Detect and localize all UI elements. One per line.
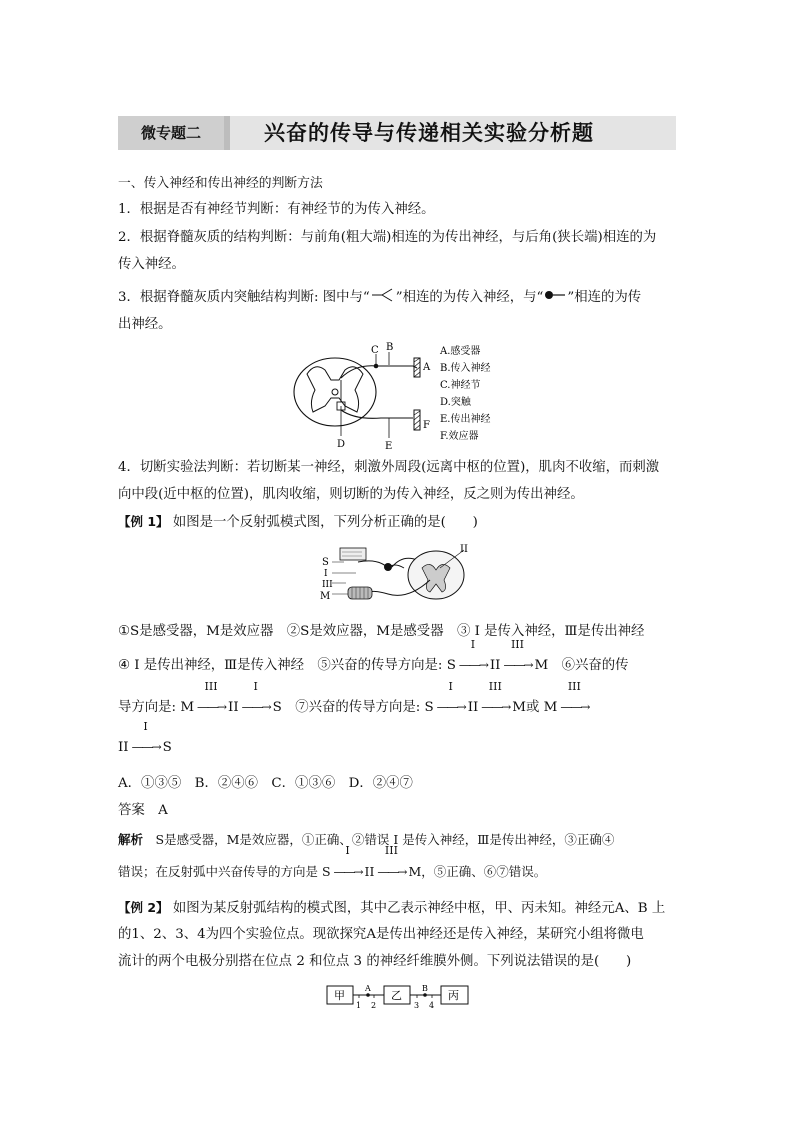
section-heading: 一、传入神经和传出神经的判断方法 [118, 176, 323, 191]
arrow-line: ——→ [197, 700, 226, 714]
method-2-line2: 传入神经。 [118, 257, 185, 272]
arrow-line: ——→ [436, 700, 465, 714]
legend-d: D.突触 [440, 397, 471, 408]
arrow-line: ——→ [560, 700, 589, 714]
options-line-2-text-b: ⑥兴奋的传 [561, 658, 629, 673]
central-canal [332, 389, 338, 395]
answer-label: 答案 [118, 803, 145, 818]
example-2-line2: 的1、2、3、4为四个实验位点。现欲探究A是传出神经还是传入神经，某研究小组将微电 [118, 927, 644, 942]
arrow-line: ——→ [481, 700, 510, 714]
answer-line [118, 797, 678, 824]
reflex-arc-figure [318, 540, 478, 612]
legend-e: E.传出神经 [440, 414, 491, 425]
arrow-label-iii [500, 638, 534, 679]
example-2-text-1: 如图为某反射弧结构的模式图，其中乙表示神经中枢，甲、丙未知。神经元A、B 上 [172, 901, 666, 916]
spinal-cord-outline [294, 358, 376, 426]
legend-a: A.感受器 [440, 346, 481, 357]
arrow-label-i [239, 680, 273, 721]
fig-label-ii: II [460, 544, 468, 555]
analysis-text-2b: ，⑤正确、⑥⑦错误。 [421, 864, 547, 879]
method-3-text-b: ”相连的为传入神经，与“ [395, 290, 544, 305]
arrow-line: ——→ [458, 658, 487, 672]
arrow-label-iii [557, 680, 591, 721]
sensory-ganglion [384, 563, 392, 571]
fig-label-s: S [322, 557, 329, 568]
arrow-label-iii-text: III [567, 680, 581, 693]
arrow-line: ——→ [377, 865, 406, 879]
analysis-label: 解析 [118, 832, 144, 847]
arrow-label-i-text: I [448, 680, 453, 693]
method-2-line1: 2．根据脊髓灰质的结构判断：与前角(粗大端)相连的为传出神经，与后角(狭长端)相连的为 [118, 230, 657, 245]
arrow-label-i [129, 720, 163, 761]
page-title: 兴奋的传导与传递相关实验分析题 [264, 121, 594, 145]
options-line-3-text-b: ⑦兴奋的传导方向是: S [295, 700, 434, 715]
options-line-1: ①S是感受器，M是效应器 ②S是效应器，M是感受器 ③ I 是传入神经，Ⅲ是传出神经 [118, 624, 645, 639]
label-c: C [371, 345, 379, 356]
label-a: A [365, 984, 371, 993]
node-b [423, 993, 427, 997]
effector-hatch [414, 411, 420, 430]
method-1: 1．根据是否有神经节判断：有神经节的为传入神经。 [118, 202, 435, 217]
sym-s: S [162, 740, 172, 755]
sym-m: M [512, 700, 526, 715]
arrow-label-i-text: I [345, 844, 350, 857]
options-line-3-text-a: 导方向是: M [118, 700, 195, 715]
options-line-2-text-a: ④ I 是传出神经，Ⅲ是传入神经 ⑤兴奋的传导方向是: S [118, 658, 456, 673]
label-a: A [423, 362, 431, 373]
method-3-line2: 出神经。 [118, 317, 172, 332]
box-yi-label: 乙 [391, 989, 402, 1002]
example-2-line3: 流计的两个电极分别搭在位点 2 和位点 3 的神经纤维膜外侧。下列说法错误的是( ) [118, 954, 632, 969]
analysis-text-2a: 错误；在反射弧中兴奋传导的方向是 S [118, 864, 331, 879]
arrow-label-i-text: I [253, 680, 258, 693]
label-e: E [385, 441, 393, 452]
sym-ii: II [489, 658, 501, 673]
options-line-3-text-c: 或 M [526, 700, 558, 715]
arrow-line: ——→ [333, 865, 362, 879]
example-1-tag: 【例 1】 [118, 514, 169, 529]
method-4-line2: 向中段(近中枢的位置)，肌肉收缩，则切断的为传入神经，反之则为传出神经。 [118, 487, 584, 502]
sym-s: S [272, 700, 282, 715]
method-4-line1: 4．切断实验法判断：若切断某一神经，刺激外周段(远离中枢的位置)，肌肉不收缩，而刺激 [118, 460, 660, 475]
arrow-label-i [331, 844, 365, 886]
sym-ii: II [118, 740, 129, 755]
example-2-line1 [118, 894, 678, 922]
fig-label-i: I [324, 569, 328, 579]
fig-label-m: M [320, 591, 331, 602]
arrow-label-iii-text: III [510, 638, 524, 651]
neuron-chain-figure [326, 982, 470, 1010]
box-bing-label: 丙 [448, 989, 459, 1002]
legend-c: C.神经节 [440, 380, 481, 391]
example-1-question: 如图是一个反射弧模式图，下列分析正确的是( ) [172, 515, 478, 530]
method-3-line1 [118, 284, 678, 311]
skin-receptor [340, 548, 366, 560]
fig-label-iii: III [322, 580, 333, 590]
analysis-line-2 [118, 844, 678, 886]
options-line-3 [118, 680, 678, 721]
box-jia-label: 甲 [334, 989, 345, 1002]
sym-ii: II [228, 700, 239, 715]
label-f: F [423, 420, 430, 431]
site-3: 3 [414, 1001, 420, 1010]
arrow-label-iii-text: III [384, 844, 398, 857]
synapse-fork-icon [370, 288, 396, 302]
legend-f: F.效应器 [440, 431, 479, 442]
arrow-label-iii [478, 680, 512, 721]
afferent-nerve [341, 366, 417, 378]
method-3-text-a: 3．根据脊髓灰质内突触结构判断: 图中与“ [118, 290, 370, 305]
arrow-line: ——→ [241, 700, 270, 714]
synapse-dot-icon [543, 289, 567, 301]
topic-tag: 微专题二 [118, 116, 229, 150]
arrow-line: ——→ [131, 740, 160, 754]
site-4: 4 [429, 1001, 435, 1010]
answer-value: A [158, 803, 168, 818]
arrow-label-iii [194, 680, 228, 721]
arrow-line: ——→ [503, 658, 532, 672]
analysis-text-1: S是感受器，M是效应器，①正确、②错误 I 是传入神经，Ⅲ是传出神经，③正确④ [155, 832, 615, 847]
example-2-tag: 【例 2】 [118, 900, 169, 915]
arrow-label-iii [374, 844, 408, 886]
answer-choices: A．①③⑤ B．②④⑥ C．①③⑥ D．②④⑦ [118, 776, 413, 791]
options-line-4 [118, 720, 678, 761]
sym-ii: II [467, 700, 479, 715]
efferent-nerve [341, 410, 413, 418]
spinal-cord-figure [285, 340, 515, 452]
arrow-label-i-text: I [470, 638, 476, 651]
sym-m: M [408, 864, 422, 879]
label-b: B [422, 984, 428, 993]
options-line-2 [118, 638, 678, 679]
label-b: B [386, 342, 394, 353]
arrow-label-i-text: I [143, 720, 148, 733]
method-3-text-c: ”相连的为传 [567, 290, 642, 305]
arrow-label-iii-text: III [488, 680, 502, 693]
tag-divider [224, 116, 230, 150]
example-1-question-line [118, 508, 678, 536]
legend-b: B.传入神经 [440, 363, 491, 374]
site-2: 2 [371, 1001, 377, 1010]
label-d: D [337, 439, 346, 450]
node-a [366, 993, 370, 997]
sym-ii: II [364, 864, 375, 879]
ganglion-c [374, 364, 379, 369]
sym-m: M [534, 658, 549, 673]
site-1: 1 [356, 1001, 362, 1010]
arrow-label-i [456, 638, 490, 679]
arrow-label-iii-text: III [204, 680, 218, 693]
arrow-label-i [434, 680, 468, 721]
